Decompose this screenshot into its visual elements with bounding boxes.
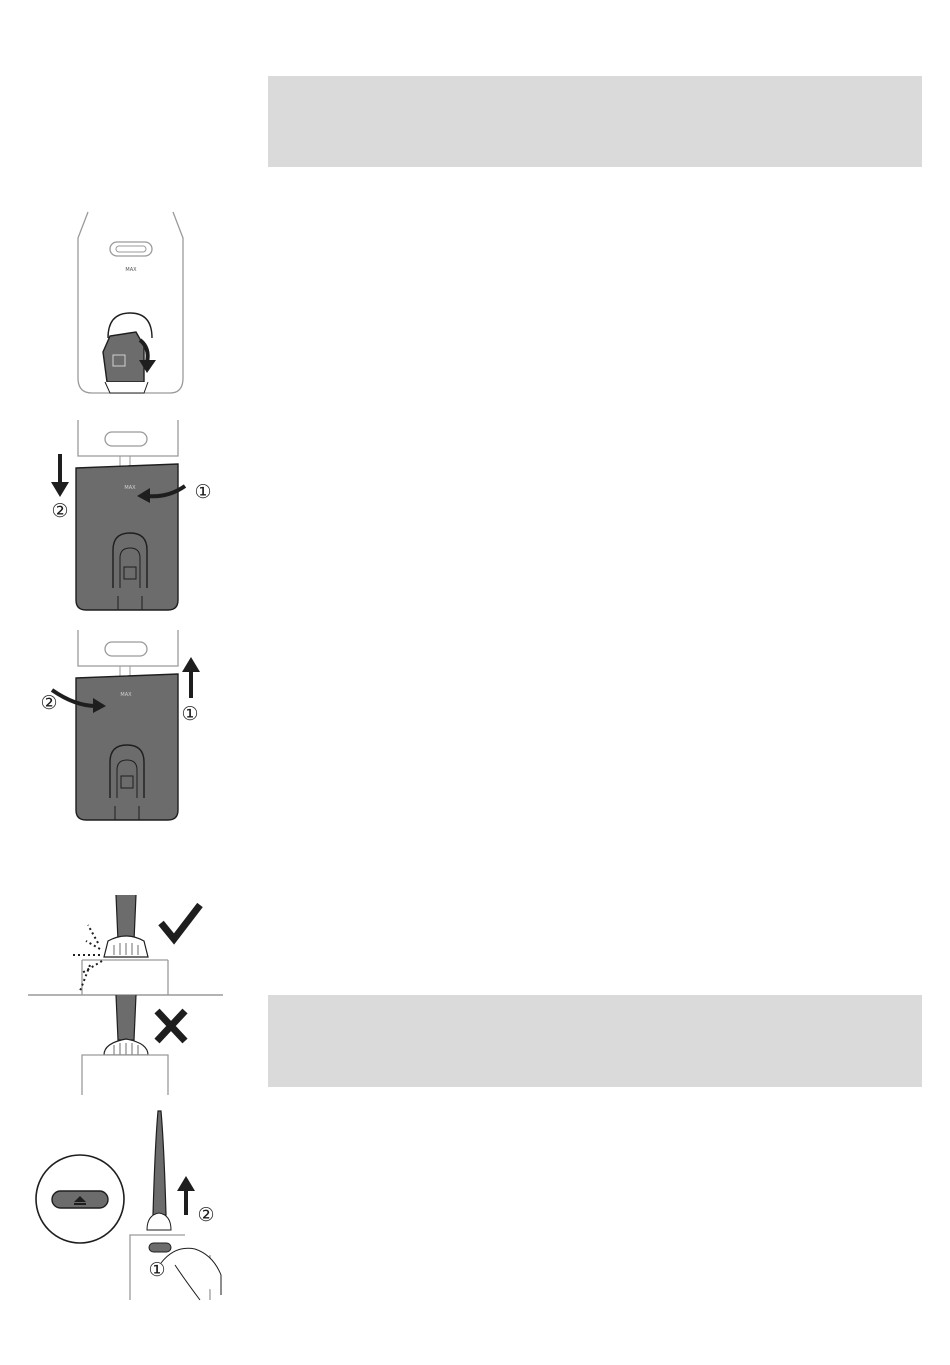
figure-tank-attach bbox=[40, 420, 230, 615]
checkmark-icon bbox=[161, 905, 200, 939]
step-1-label: ① bbox=[194, 481, 212, 503]
step-2-label: ② bbox=[197, 1204, 215, 1226]
figure-tank-closed bbox=[70, 210, 190, 398]
max-label: MAX bbox=[125, 267, 137, 273]
cross-icon bbox=[157, 1011, 185, 1041]
max-label: MAX bbox=[124, 485, 136, 491]
figure-nozzle-check bbox=[28, 895, 223, 1095]
section-header-bar-1 bbox=[268, 76, 922, 167]
step-1-label: ① bbox=[148, 1259, 166, 1281]
step-1-label: ① bbox=[181, 703, 199, 725]
step-2-label: ② bbox=[51, 500, 69, 522]
figure-tank-detach bbox=[30, 630, 220, 825]
figure-nozzle-eject bbox=[35, 1105, 225, 1305]
max-label: MAX bbox=[120, 692, 132, 698]
step-2-label: ② bbox=[40, 692, 58, 714]
section-header-bar-2 bbox=[268, 995, 922, 1087]
